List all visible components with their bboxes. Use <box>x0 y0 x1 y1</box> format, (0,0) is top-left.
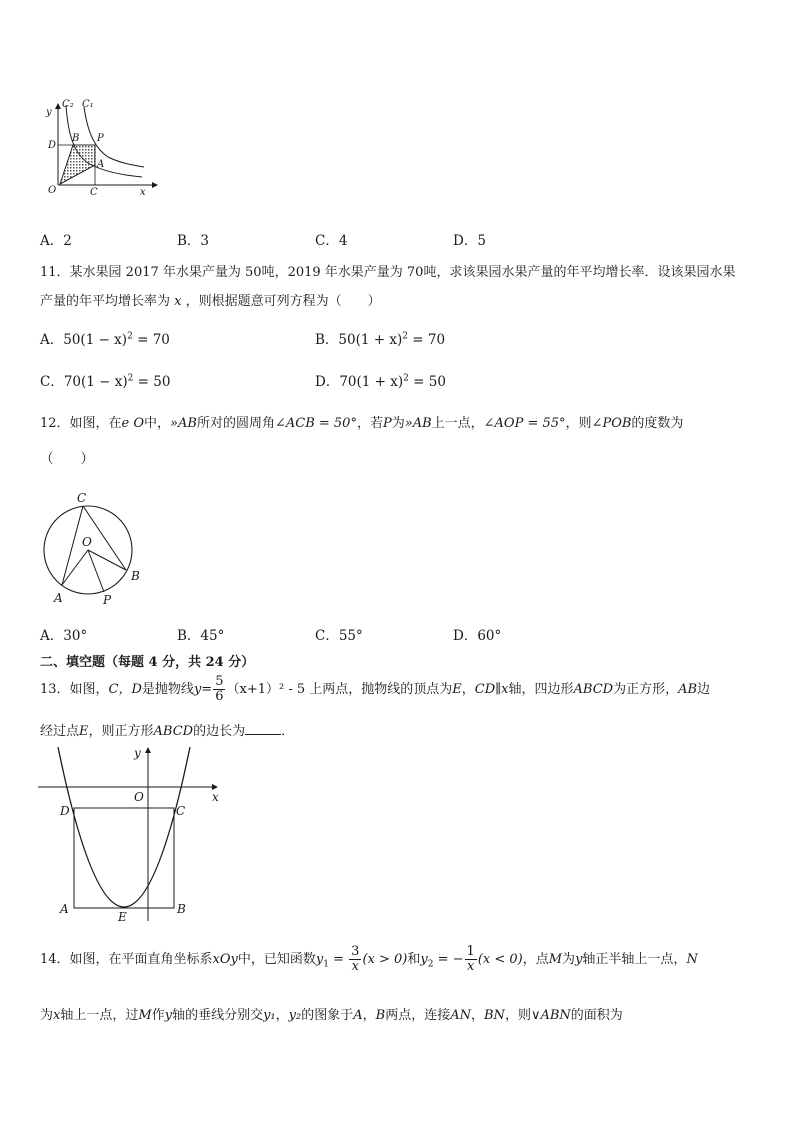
q13-y-arrow <box>145 747 151 753</box>
q11-option-d-letter: D． <box>315 374 340 390</box>
q11-option-a-letter: A． <box>40 332 64 348</box>
q14-l2-10: ，则 <box>504 1008 531 1023</box>
q14-sub2: 2 <box>427 959 434 970</box>
q14-l2-8: 两点，连接 <box>385 1008 451 1023</box>
q14-l2-6: 的图象于 <box>301 1008 354 1023</box>
q13-end: ． <box>281 724 295 739</box>
q12-t3: 所对的圆周角 <box>196 416 275 431</box>
q14-l2-4: 轴的垂线分别交 <box>172 1008 264 1023</box>
q14-m2: M <box>138 1008 152 1023</box>
q12-label-a: A <box>54 591 63 605</box>
q14-and: 和 <box>407 952 421 967</box>
q11-var-x: x <box>174 294 182 309</box>
q13-stem-line-2 <box>40 720 294 739</box>
q12-stem <box>40 412 683 431</box>
q12-t2: 中， <box>144 416 171 431</box>
q14-l2-2: 轴上一点，过 <box>60 1008 139 1023</box>
q12-label-c: C <box>77 491 87 505</box>
q10-option-a: A．2 <box>40 233 72 249</box>
q11-option-a-rhs: = 70 <box>132 332 170 348</box>
q12-radius-oa <box>62 550 88 585</box>
q12-option-b: B．45° <box>177 628 225 644</box>
q13-t6: 为正方形， <box>613 682 679 697</box>
q12-t7: ，则 <box>565 416 592 431</box>
q13-abcd: ABCD <box>573 682 614 697</box>
q14-fraction-2 <box>465 945 477 973</box>
q12-radius-ob <box>88 550 126 570</box>
q14-y1: y <box>315 952 324 967</box>
q14-yy1: y₁ <box>263 1008 276 1023</box>
q14-n: N <box>686 952 698 967</box>
q14-l2-7: ， <box>362 1008 376 1023</box>
q14-m: M <box>548 952 563 967</box>
q11-line-1: 11．某水果园 2017 年水果产量为 50吨，2019 年水果产量为 70吨，求该果园水果产量的年平均增长率．设该果园水果 <box>40 265 736 280</box>
q13-parabola <box>58 747 190 907</box>
q12-option-d: D．60° <box>453 628 502 644</box>
q12-angle3: ∠POB <box>591 416 632 431</box>
q10-label-p: P <box>97 133 104 144</box>
q14-t1: 14．如图，在平面直角坐标系 <box>40 952 213 967</box>
q14-t3: ，点 <box>522 952 549 967</box>
q10-y-arrow <box>55 103 61 109</box>
q14-eq2: = − <box>433 952 464 967</box>
q12-label-b: B <box>131 569 140 583</box>
q11-option-a-exp: 2 <box>127 331 133 342</box>
q13-frac-num: 5 <box>215 674 224 690</box>
q12-arc2: »AB <box>404 416 432 431</box>
q14-yy2: y₂ <box>288 1008 302 1023</box>
q12-paren: （ ） <box>40 451 94 467</box>
q13-label-b: B <box>177 902 186 916</box>
q14-tri: ∨ABN <box>530 1008 571 1023</box>
q11-option-a <box>40 328 170 348</box>
q14-l2-9: ， <box>470 1008 484 1023</box>
q12-t1: 12．如图，在 <box>40 416 122 431</box>
q11-option-c-letter: C． <box>40 374 64 390</box>
q13-cd: C，D <box>108 682 142 697</box>
q12-label-p: P <box>103 593 112 607</box>
q13-ab: AB <box>678 682 698 697</box>
q14-y2: y <box>420 952 428 967</box>
q11-option-b <box>315 328 445 348</box>
q13-figure <box>36 745 226 925</box>
q14-t5: 轴正半轴上一点， <box>582 952 687 967</box>
q14-sub1: 1 <box>323 959 329 970</box>
q13-t5: 轴，四边形 <box>508 682 574 697</box>
q14-frac2-num: 1 <box>466 944 475 960</box>
q11-option-d-rhs: = 50 <box>408 374 446 390</box>
q13-t2: 是抛物线 <box>141 682 194 697</box>
q13-eq: = <box>201 682 213 697</box>
q10-label-c: C <box>90 187 98 198</box>
q11-line2-pre: 产量的年平均增长率为 <box>40 294 171 309</box>
q13-t1: 13．如图， <box>40 682 109 697</box>
q13-stem-line-1 <box>40 672 710 708</box>
q12-t4: ，若 <box>356 416 383 431</box>
q11-option-b-rhs: = 70 <box>407 332 446 348</box>
q14-eq1: = <box>329 952 349 967</box>
q14-frac1-den: x <box>351 959 359 974</box>
q12-p: P <box>382 416 392 431</box>
q11-option-c-exp: 2 <box>127 373 134 384</box>
q13-label-c: C <box>176 804 186 818</box>
q14-t4: 为 <box>562 952 576 967</box>
q12-figure <box>38 486 148 610</box>
q13-fraction <box>213 675 225 703</box>
q14-l2-11: 的面积为 <box>570 1008 623 1023</box>
q14-yaxis: y <box>575 952 583 967</box>
q10-option-d: D．5 <box>453 233 486 249</box>
q13-t4: ， <box>461 682 475 697</box>
q11-option-a-expr: 50(1 − x) <box>63 332 128 348</box>
q13-label-a: A <box>60 902 69 916</box>
q14-xoy: xOy <box>212 952 238 967</box>
q14-bn: BN <box>484 1008 505 1023</box>
q14-stem-line-2 <box>40 1004 623 1023</box>
q14-yaxis2: y <box>164 1008 173 1023</box>
q13-frac-den: 6 <box>215 689 224 704</box>
q12-angle1: ∠ACB = 50° <box>274 416 357 431</box>
q14-an: AN <box>450 1008 471 1023</box>
q11-option-b-letter: B． <box>315 332 339 348</box>
q10-label-o: O <box>48 185 57 196</box>
q14-l2-1: 为 <box>40 1008 54 1023</box>
q14-pb: B <box>375 1008 386 1023</box>
q13-abcd2: ABCD <box>153 724 194 739</box>
q13-label-o: O <box>134 790 144 804</box>
q10-figure-svg <box>40 95 160 205</box>
q10-option-c: C．4 <box>315 233 348 249</box>
q12-option-c: C．55° <box>315 628 363 644</box>
q11-option-d-expr: 70(1 + x) <box>339 374 404 390</box>
q14-frac1-num: 3 <box>351 944 360 960</box>
q12-t5: 为 <box>391 416 405 431</box>
q12-circle: e O <box>121 416 145 431</box>
q14-stem-line-1 <box>40 940 698 985</box>
q13-e2: E <box>79 724 89 739</box>
q12-arc1: »AB <box>170 416 197 431</box>
q11-option-d <box>315 370 446 390</box>
q12-radius-op <box>88 550 104 592</box>
q14-xaxis: x <box>53 1008 61 1023</box>
q13-label-y: y <box>134 746 141 760</box>
q13-y: y <box>193 682 202 697</box>
q14-cond1: (x > 0) <box>362 952 408 967</box>
q12-angle2: ∠AOP = 55° <box>483 416 566 431</box>
q11-option-c <box>40 370 170 390</box>
q14-l2-3: 作 <box>151 1008 165 1023</box>
q13-label-d: D <box>60 804 70 818</box>
q13-e: E <box>452 682 462 697</box>
q11-option-c-expr: 70(1 − x) <box>63 374 128 390</box>
q14-t2: 中，已知函数 <box>237 952 316 967</box>
q10-option-b: B．3 <box>177 233 210 249</box>
q11-line-2 <box>40 290 381 309</box>
q10-figure <box>40 95 160 205</box>
q14-frac2-den: x <box>467 959 475 974</box>
q13-label-x: x <box>212 790 219 804</box>
q13-label-e: E <box>118 910 127 924</box>
q14-l2-5: ， <box>275 1008 289 1023</box>
q10-label-c1: C₁ <box>82 99 94 110</box>
q13-line2-mid: ，则正方形 <box>88 724 154 739</box>
q11-option-c-rhs: = 50 <box>133 374 171 390</box>
q11-option-b-exp: 2 <box>402 331 408 342</box>
q13-line2-pre: 经过点 <box>40 724 80 739</box>
q12-figure-svg <box>38 486 148 610</box>
q10-label-d: D <box>48 140 57 151</box>
q14-pa: A <box>353 1008 363 1023</box>
q11-line2-post: ，则根据题意可列方程为（ ） <box>185 294 381 309</box>
q14-cond2: (x < 0) <box>477 952 523 967</box>
q10-x-arrow <box>152 182 158 188</box>
q13-cdx: CD∥x <box>474 682 509 697</box>
q10-label-a: A <box>97 159 105 170</box>
q12-chord-ca <box>62 506 83 585</box>
q13-line2-post: 的边长为 <box>193 724 246 739</box>
q13-answer-blank <box>245 722 281 735</box>
q12-t6: 上一点， <box>431 416 484 431</box>
q13-t7: 边 <box>697 682 711 697</box>
q10-label-y: y <box>46 107 52 118</box>
q13-figure-svg <box>36 745 226 925</box>
section-2-title: 二、填空题（每题 4 分，共 24 分） <box>40 655 255 670</box>
q11-option-b-expr: 50(1 + x) <box>338 332 403 348</box>
q12-t8: 的度数为 <box>631 416 684 431</box>
q13-t3: （x+1）² - 5 上两点，抛物线的顶点为 <box>226 682 453 697</box>
q14-fraction-1 <box>349 945 361 973</box>
q12-label-o: O <box>82 535 92 549</box>
q12-option-a: A．30° <box>40 628 88 644</box>
q11-option-d-exp: 2 <box>403 373 409 384</box>
q10-label-b: B <box>72 133 80 144</box>
q10-label-c2: C₂ <box>62 99 74 110</box>
q10-label-x: x <box>140 187 146 198</box>
q13-square-abcd <box>74 808 174 908</box>
